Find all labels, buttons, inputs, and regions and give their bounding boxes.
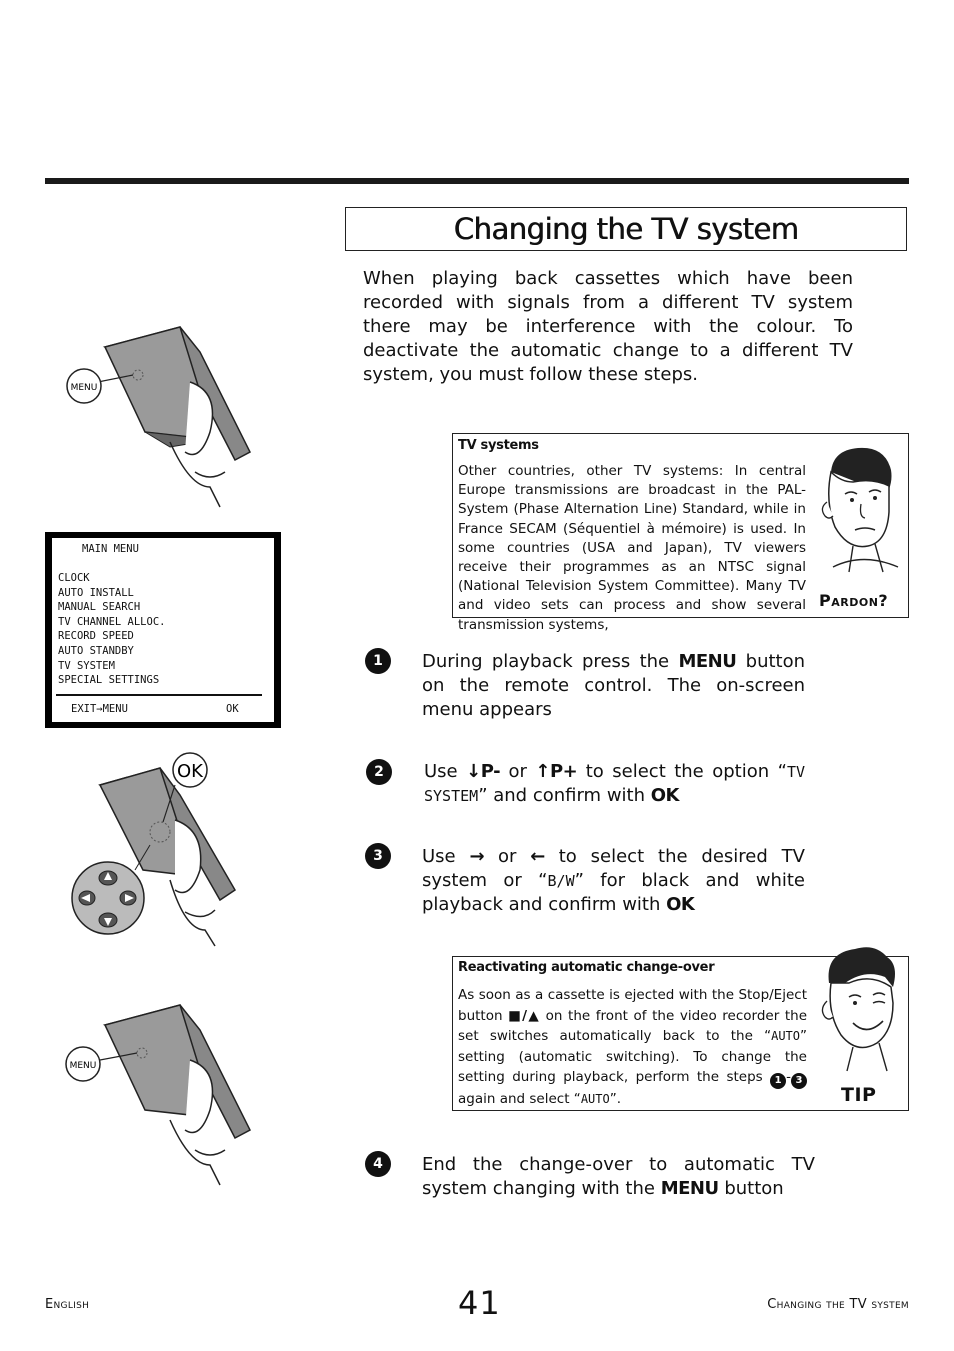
step-ref-3: 3 xyxy=(791,1073,807,1089)
footer-language: English xyxy=(45,1297,90,1312)
remote-ok-illustration xyxy=(65,750,275,950)
remote-menu-illustration-2 xyxy=(60,990,270,1190)
pardon-label: Pardon? xyxy=(819,591,889,610)
step-1-text: During playback press the MENU button on the remote control. The on-screen menu appears xyxy=(422,651,806,720)
osd-divider xyxy=(56,694,262,696)
menu-key-ref: MENU xyxy=(660,1178,719,1199)
step-2-badge: 2 xyxy=(366,759,392,785)
intro-paragraph: When playing back cassettes which have been recorded with signals from a different TV system there may be interference with the colour. To deactivate the automatic change to a different TV system, you must follow these steps. xyxy=(363,268,853,385)
osd-ok-hint: OK xyxy=(226,703,239,715)
auto-setting: AUTO xyxy=(580,1092,610,1106)
note-title: TV systems xyxy=(458,438,539,453)
osd-item: AUTO STANDBY xyxy=(58,644,134,657)
right-arrow-key-ref: → xyxy=(469,846,485,867)
step-3-text: Use → or ← to select the desired TV system or “B/W” for black and white playback and confirm with OK xyxy=(422,846,805,915)
footer-section: Changing the TV system xyxy=(767,1297,909,1312)
osd-item: MANUAL SEARCH xyxy=(58,601,141,614)
osd-item-list xyxy=(58,571,165,688)
page-number: 41 xyxy=(458,1284,501,1322)
ok-key-ref: OK xyxy=(666,894,695,915)
step-4-text: End the change-over to automatic TV system changing with the MENU button xyxy=(422,1154,815,1199)
osd-item: AUTO INSTALL xyxy=(58,586,134,599)
tip-box xyxy=(452,956,909,1111)
osd-item: TV SYSTEM xyxy=(58,659,115,672)
p-plus-key-ref: ↑P+ xyxy=(535,761,578,782)
ok-key-label: OK xyxy=(177,761,203,782)
note-body: Other countries, other TV systems: In central Europe transmissions are broadcast in the PAL-System (Phase Alternation Line) Standard, while in France SECAM (Séquentiel à mémoire) is used. In some countries (USA and Japan), TV viewers receive their programmes as an NTSC signal (National Television System Committee). Many TV and video sets can process and show several transmission systems, xyxy=(458,463,806,633)
stop-eject-icon: ■/▲ xyxy=(508,1007,541,1024)
top-rule xyxy=(45,178,909,184)
tip-cartoon-face xyxy=(815,943,907,1083)
tip-body: As soon as a cassette is ejected with the Stop/Eject button ■/▲ on the front of the video recorder the set switches automatically back to the “AUTO” setting (automatic switching). To change the setting during playback, perform the steps 1 - 3 again and select “AUTO”. xyxy=(458,987,808,1107)
osd-item: RECORD SPEED xyxy=(58,630,134,643)
pardon-cartoon-face xyxy=(813,442,901,587)
title-box xyxy=(345,207,907,251)
page-title: Changing the TV system xyxy=(453,212,799,246)
osd-item: SPECIAL SETTINGS xyxy=(58,674,160,687)
tv-system-option: TV SYSTEM xyxy=(424,763,806,805)
left-arrow-key-ref: ← xyxy=(530,846,545,867)
step-4-badge: 4 xyxy=(365,1151,391,1177)
step-ref-1: 1 xyxy=(770,1073,786,1089)
tip-label: TIP xyxy=(841,1084,877,1106)
tip-title: Reactivating automatic change-over xyxy=(458,960,715,975)
osd-exit-hint: EXIT→MENU xyxy=(71,703,128,715)
osd-title: MAIN MENU xyxy=(82,543,139,555)
auto-setting: AUTO xyxy=(771,1029,800,1043)
tv-systems-note xyxy=(452,433,909,633)
step-1-badge: 1 xyxy=(365,648,391,674)
osd-item: TV CHANNEL ALLOC. xyxy=(58,615,166,628)
step-3-badge: 3 xyxy=(365,843,391,869)
remote-menu-illustration-1 xyxy=(60,312,270,512)
ok-key-ref: OK xyxy=(650,785,679,806)
menu-key-ref: MENU xyxy=(678,651,737,672)
bw-option: B/W xyxy=(547,872,575,890)
menu-key-label: MENU xyxy=(69,1061,97,1071)
menu-key-label: MENU xyxy=(70,383,98,393)
osd-item: CLOCK xyxy=(58,572,90,584)
osd-main-menu xyxy=(45,532,281,728)
p-minus-key-ref: ↓P- xyxy=(466,761,501,782)
step-2-text: Use ↓P- or ↑P+ to select the option “TV SYSTEM” and confirm with OK xyxy=(424,761,806,806)
